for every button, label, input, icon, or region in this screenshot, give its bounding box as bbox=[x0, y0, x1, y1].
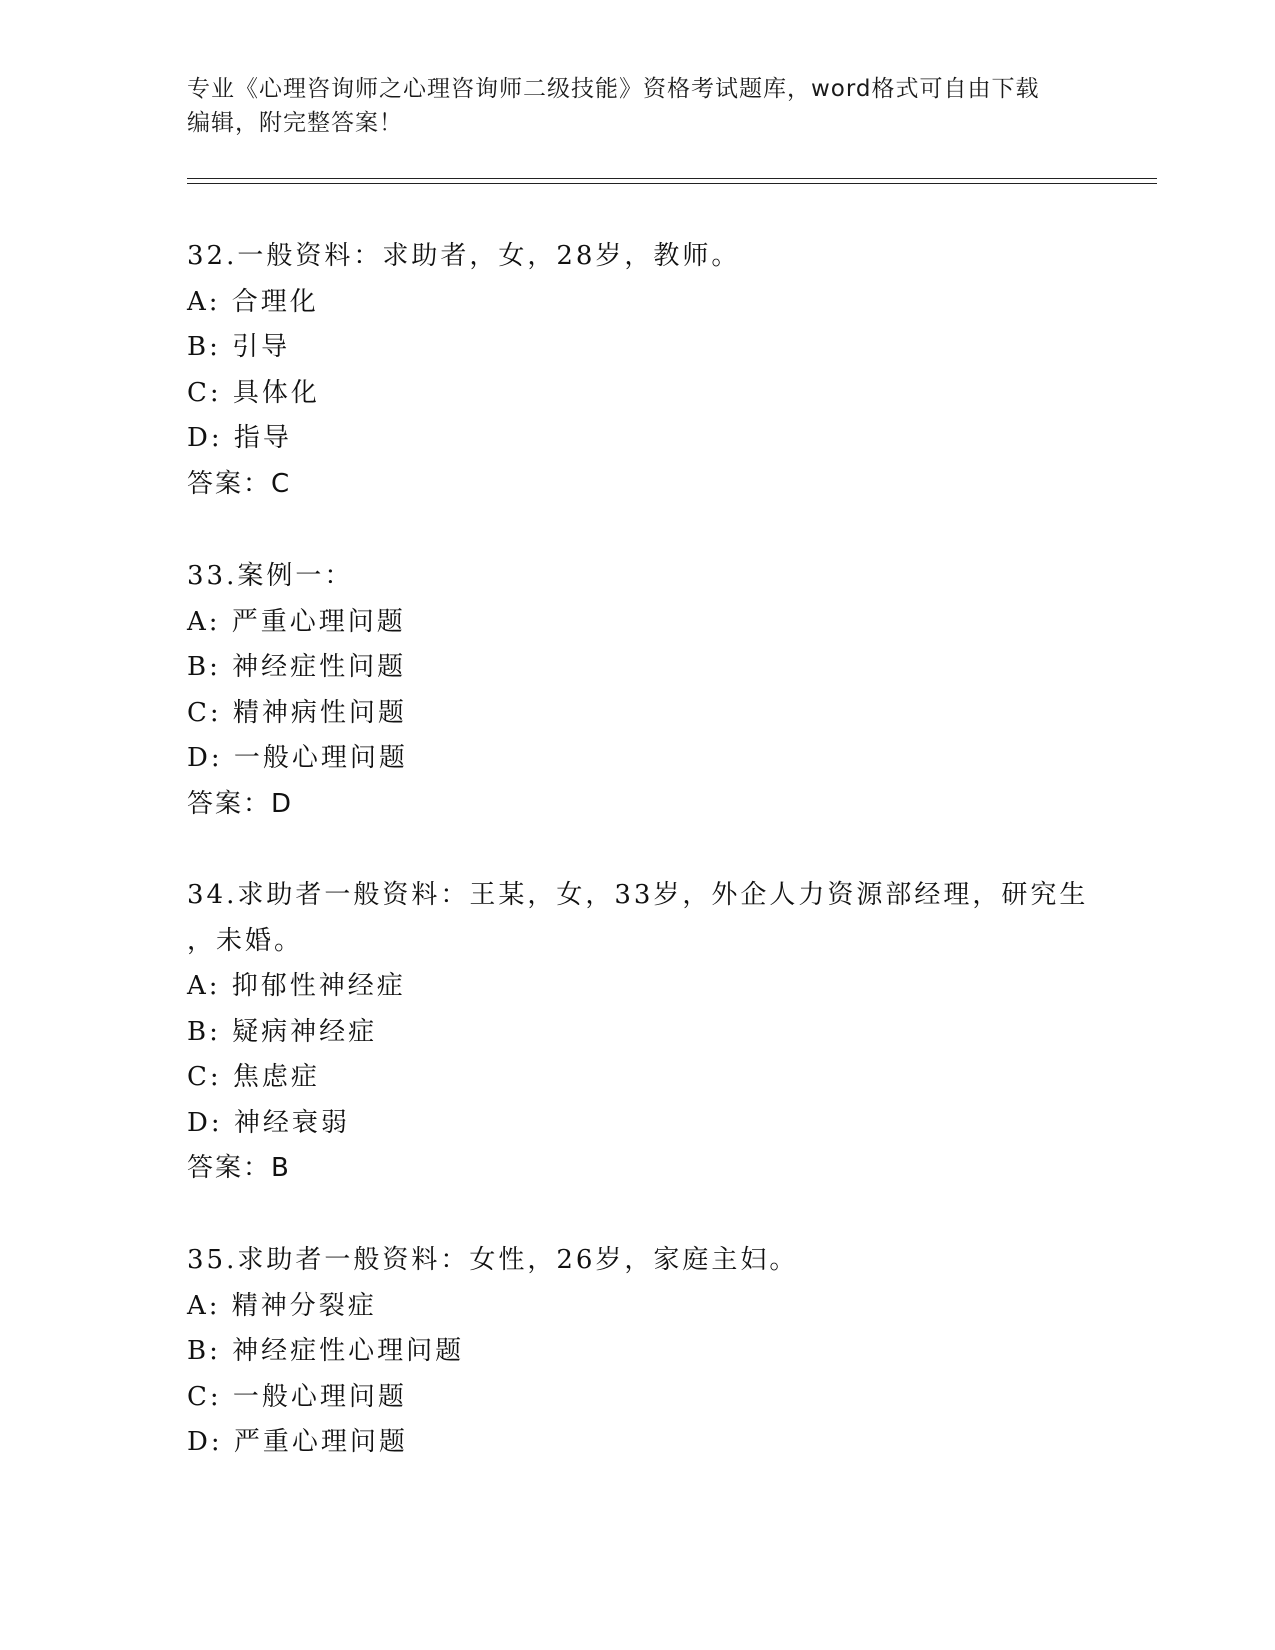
question-stem: 35.求助者一般资料：女性，26岁，家庭主妇。 bbox=[187, 1245, 799, 1275]
header-line-2: 编辑，附完整答案！ bbox=[187, 110, 403, 136]
option-b: B: 疑病神经症 bbox=[187, 1016, 378, 1047]
question-stem: 33.案例一： bbox=[187, 561, 354, 591]
option-b: B: 神经症性心理问题 bbox=[187, 1336, 465, 1366]
option-b: B: 引导 bbox=[187, 332, 291, 362]
option-c: C: 精神病性问题 bbox=[187, 697, 407, 728]
option-a: A: 精神分裂症 bbox=[187, 1290, 377, 1321]
option-c: C: 焦虑症 bbox=[187, 1062, 320, 1092]
option-a: A: 合理化 bbox=[187, 286, 319, 317]
question-stem-continued: ，未婚。 bbox=[187, 925, 304, 956]
option-c: C: 一般心理问题 bbox=[187, 1381, 407, 1412]
answer-label: 答案：D bbox=[187, 788, 294, 819]
question-stem: 32.一般资料：求助者，女，28岁，教师。 bbox=[187, 241, 741, 271]
answer-label: 答案：C bbox=[187, 468, 292, 499]
question-35 bbox=[187, 1238, 1087, 1466]
header-divider-top bbox=[187, 178, 1157, 179]
option-d: D: 一般心理问题 bbox=[187, 743, 408, 773]
header-note bbox=[187, 72, 1077, 140]
option-a: A: 严重心理问题 bbox=[187, 606, 406, 637]
answer-label: 答案：B bbox=[187, 1153, 291, 1183]
question-34 bbox=[187, 873, 1087, 1192]
option-c: C: 具体化 bbox=[187, 377, 320, 408]
option-d: D: 指导 bbox=[187, 423, 292, 453]
option-d: D: 神经衰弱 bbox=[187, 1107, 350, 1138]
question-33 bbox=[187, 554, 1087, 827]
header-line-1: 专业《心理咨询师之心理咨询师二级技能》资格考试题库，word格式可自由下载 bbox=[187, 76, 1040, 102]
option-a: A: 抑郁性神经症 bbox=[187, 971, 406, 1001]
header-divider-bottom bbox=[187, 183, 1157, 184]
question-stem: 34.求助者一般资料：王某，女，33岁，外企人力资源部经理，研究生 bbox=[187, 880, 1089, 910]
option-d: D: 严重心理问题 bbox=[187, 1427, 408, 1457]
question-32 bbox=[187, 234, 1087, 507]
option-b: B: 神经症性问题 bbox=[187, 652, 407, 682]
